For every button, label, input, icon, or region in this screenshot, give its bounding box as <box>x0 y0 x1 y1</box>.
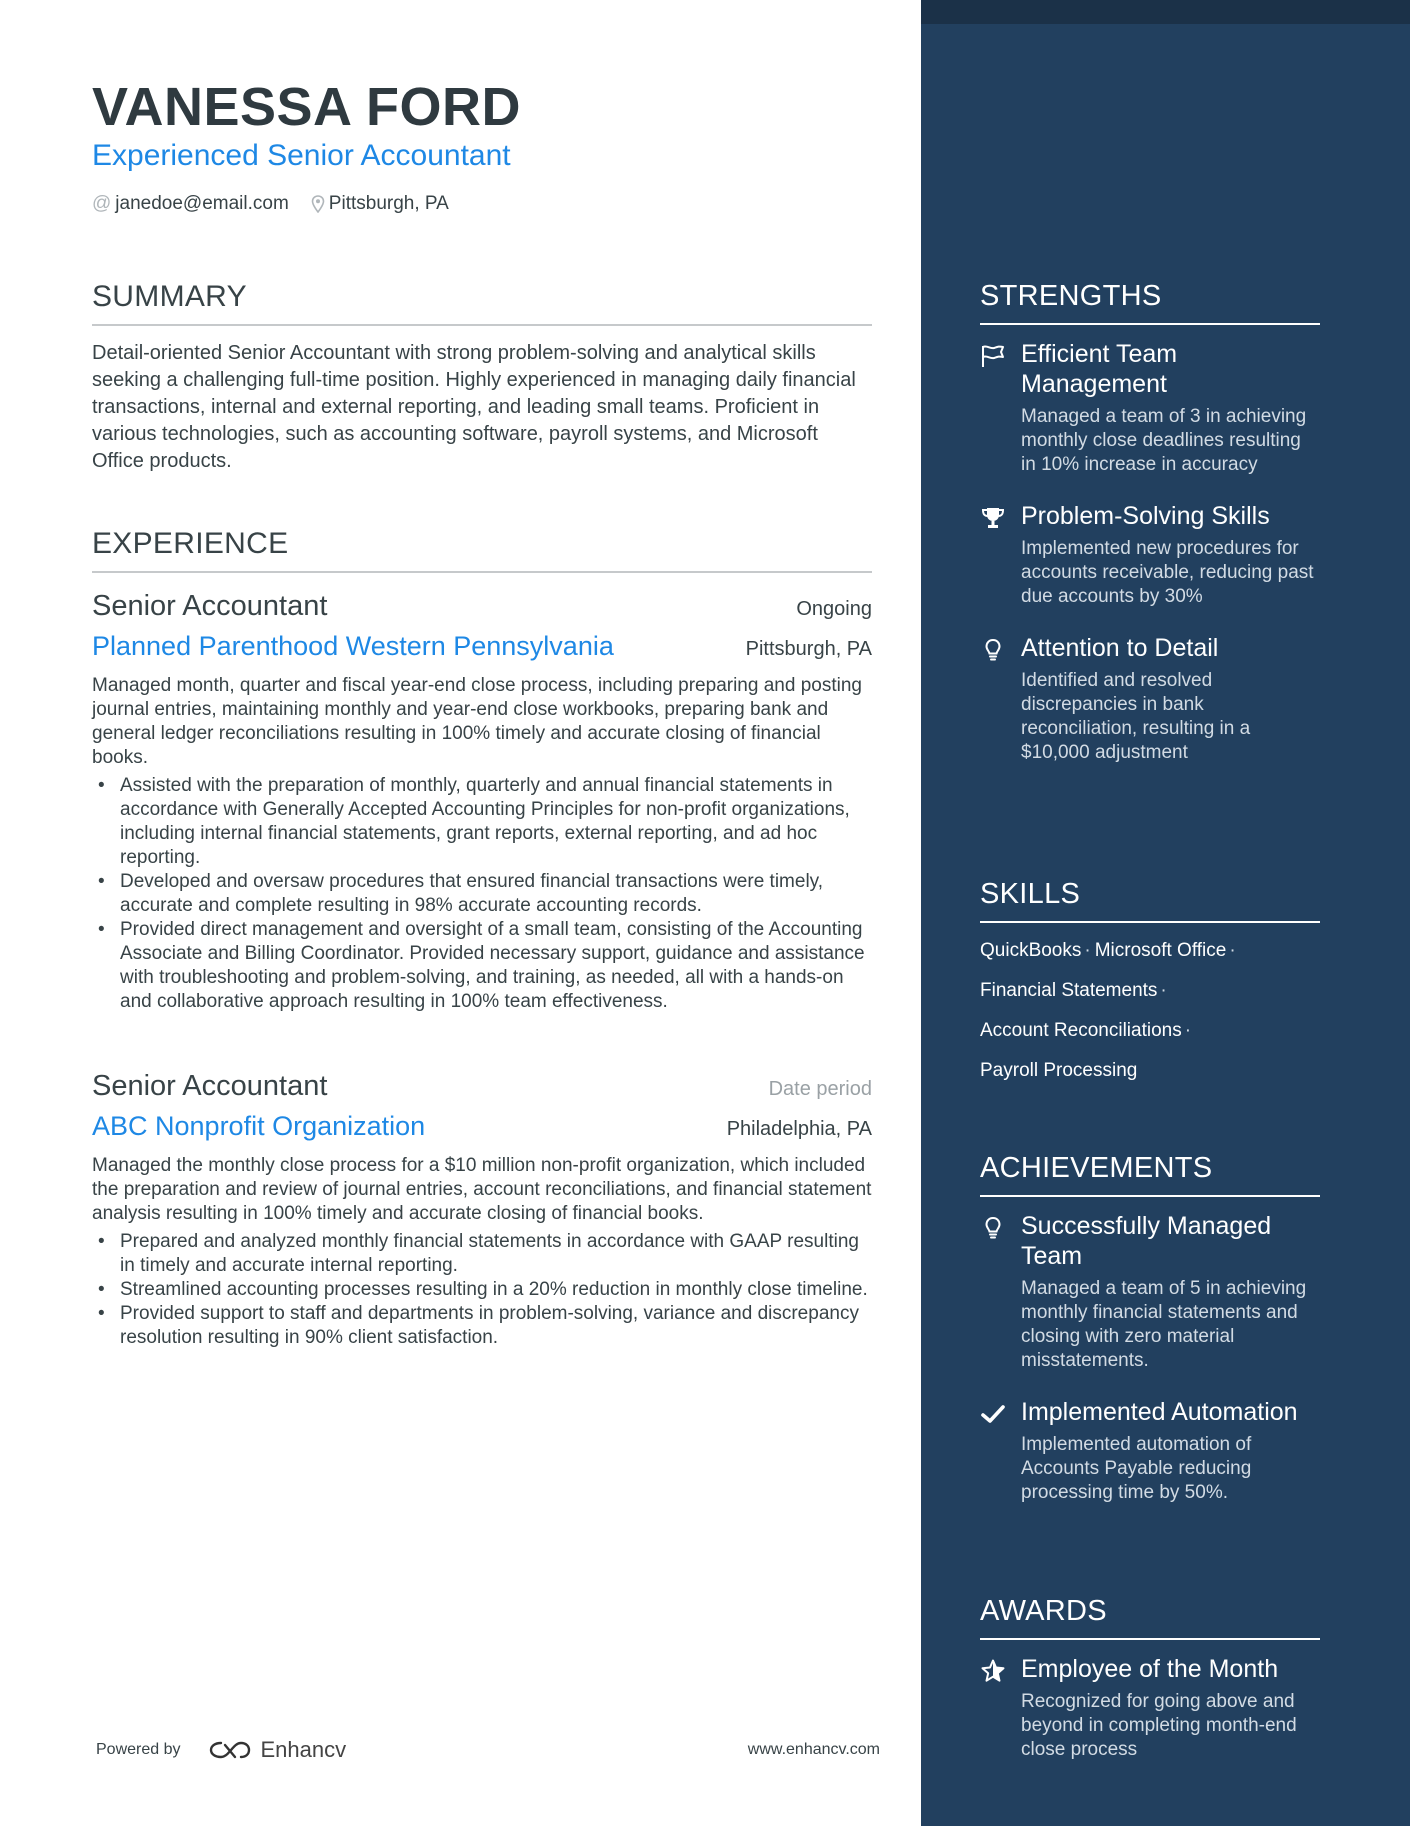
achievements-section <box>980 1152 1320 1505</box>
skill-tag: QuickBooks <box>980 940 1082 961</box>
summary-section <box>92 280 872 475</box>
strength-desc: Implemented new procedures for accounts receivable, reducing past due accounts by 30% <box>1021 538 1314 607</box>
candidate-title: Experienced Senior Accountant <box>92 139 511 172</box>
sidebar <box>921 0 1410 1826</box>
job-company[interactable]: Planned Parenthood Western Pennsylvania <box>92 631 614 661</box>
job-description: Managed month, quarter and fiscal year-end close process, including preparing and posting journal entries, maintaining monthly and year-end close workbooks, preparing bank and general ledger reconciliations resulting in 100% timely and accurate closing of financial books. <box>92 675 862 768</box>
location-pin-icon <box>311 195 325 213</box>
strength-title: Problem-Solving Skills <box>1021 502 1270 530</box>
skill-tag: Microsoft Office <box>1094 940 1227 961</box>
at-sign-icon: @ <box>92 193 112 214</box>
job-location: Pittsburgh, PA <box>745 638 872 660</box>
strength-item <box>980 339 1320 477</box>
job-bullet: • Provided support to staff and departments in problem-solving, variance and discrepancy resolution resulting in 90% client satisfaction. <box>92 1302 872 1350</box>
skills-section <box>980 878 1320 1091</box>
achievement-desc: Managed a team of 5 in achieving monthly financial statements and closing with zero material misstatements. <box>1021 1278 1307 1371</box>
job-location: Philadelphia, PA <box>726 1118 872 1140</box>
sidebar-top-bar <box>921 0 1410 24</box>
experience-section <box>92 527 872 573</box>
skill-separator: · <box>1184 1020 1192 1041</box>
flag-icon <box>980 343 1006 369</box>
strength-item <box>980 633 1320 765</box>
strength-desc: Managed a team of 3 in achieving monthly close deadlines resulting in 10% increase in accuracy <box>1021 406 1307 475</box>
enhancv-brand-text: Enhancv <box>260 1737 347 1762</box>
achievement-desc: Implemented automation of Accounts Payable reducing processing time by 50%. <box>1021 1434 1252 1503</box>
candidate-name: VANESSA FORD <box>92 77 522 137</box>
job-role: Senior Accountant <box>92 590 328 622</box>
contact-info <box>92 193 471 215</box>
achievement-item <box>980 1211 1320 1373</box>
awards-section <box>980 1595 1320 1762</box>
trophy-icon <box>980 505 1006 531</box>
skill-separator: · <box>1229 940 1236 961</box>
star-icon <box>980 1658 1006 1684</box>
job-company[interactable]: ABC Nonprofit Organization <box>92 1111 426 1141</box>
footer-url[interactable]: www.enhancv.com <box>747 1741 880 1758</box>
achievement-item <box>980 1397 1320 1505</box>
job-bullet: • Prepared and analyzed monthly financial statements in accordance with GAAP resulting in timely and accurate internal reporting. <box>92 1230 872 1278</box>
award-title: Employee of the Month <box>1021 1655 1279 1683</box>
lightbulb-icon <box>980 1215 1006 1241</box>
job-bullet: • Streamlined accounting processes resulting in a 20% reduction in monthly close timeline. <box>92 1278 872 1302</box>
job-bullets <box>92 1230 872 1350</box>
skills-list <box>980 931 1320 1091</box>
job-entry <box>92 590 872 1014</box>
email-text: janedoe@email.com <box>115 193 289 214</box>
footer <box>96 1735 880 1765</box>
job-bullet: • Provided direct management and oversight of a small team, consisting of the Accounting Associate and Billing Coordinator. Provided necessary support, guidance and assistance with troubleshooting and problem-solving, and training, as needed, all with a hands-on and collaborative approach resulting in 100% team effectiveness. <box>92 918 872 1014</box>
summary-heading: SUMMARY <box>92 280 872 326</box>
achievement-title: Successfully Managed Team <box>1021 1212 1272 1270</box>
enhancv-logo-icon <box>207 1738 253 1762</box>
enhancv-logo[interactable] <box>207 1737 347 1763</box>
powered-by-text: Powered by <box>96 1741 181 1758</box>
skill-tag: Financial Statements <box>980 980 1158 1001</box>
job-entry <box>92 1070 872 1350</box>
job-bullet: • Assisted with the preparation of monthly, quarterly and annual financial statements in accordance with Generally Accepted Accounting Principles for non-profit organizations, including internal financial statements, grant reports, external reporting, and ad hoc reporting. <box>92 774 872 870</box>
strength-item <box>980 501 1320 609</box>
strength-title: Attention to Detail <box>1021 634 1219 662</box>
skill-tag: Account Reconciliations <box>980 1020 1182 1041</box>
achievement-title: Implemented Automation <box>1021 1398 1298 1426</box>
checkmark-icon <box>980 1401 1006 1427</box>
awards-heading: AWARDS <box>980 1595 1320 1640</box>
strengths-heading: STRENGTHS <box>980 280 1320 325</box>
job-date: Date period <box>768 1078 872 1100</box>
job-bullets <box>92 774 872 1014</box>
summary-text: Detail-oriented Senior Accountant with strong problem-solving and analytical skills seeking a challenging full-time position. Highly experienced in managing daily financial transactions, internal and external reporting, and leading small teams. Proficient in various technologies, such as accounting software, payroll systems, and Microsoft Office products. <box>92 342 856 472</box>
strength-title: Efficient Team Management <box>1021 340 1178 398</box>
strength-desc: Identified and resolved discrepancies in bank reconciliation, resulting in a $10,000 adjustment <box>1021 670 1251 763</box>
achievements-heading: ACHIEVEMENTS <box>980 1152 1320 1197</box>
job-role: Senior Accountant <box>92 1070 328 1102</box>
award-item <box>980 1654 1320 1762</box>
job-description: Managed the monthly close process for a $10 million non-profit organization, which included the preparation and review of journal entries, account reconciliations, and financial statement analysis resulting in 100% timely and accurate closing of financial books. <box>92 1155 872 1224</box>
location-text: Pittsburgh, PA <box>328 193 449 214</box>
email-contact[interactable] <box>92 193 289 215</box>
skill-separator: · <box>1160 980 1167 1001</box>
strengths-section <box>980 280 1320 765</box>
award-desc: Recognized for going above and beyond in completing month-end close process <box>1021 1691 1297 1760</box>
skill-tag: Payroll Processing <box>980 1060 1138 1081</box>
skills-heading: SKILLS <box>980 878 1320 923</box>
job-bullet: • Developed and oversaw procedures that ensured financial transactions were timely, accurate and complete resulting in 98% accurate accounting records. <box>92 870 872 918</box>
experience-heading: EXPERIENCE <box>92 527 872 573</box>
location-contact <box>311 193 449 215</box>
skill-separator: · <box>1084 940 1091 961</box>
lightbulb-icon <box>980 637 1006 663</box>
job-date: Ongoing <box>796 598 872 620</box>
